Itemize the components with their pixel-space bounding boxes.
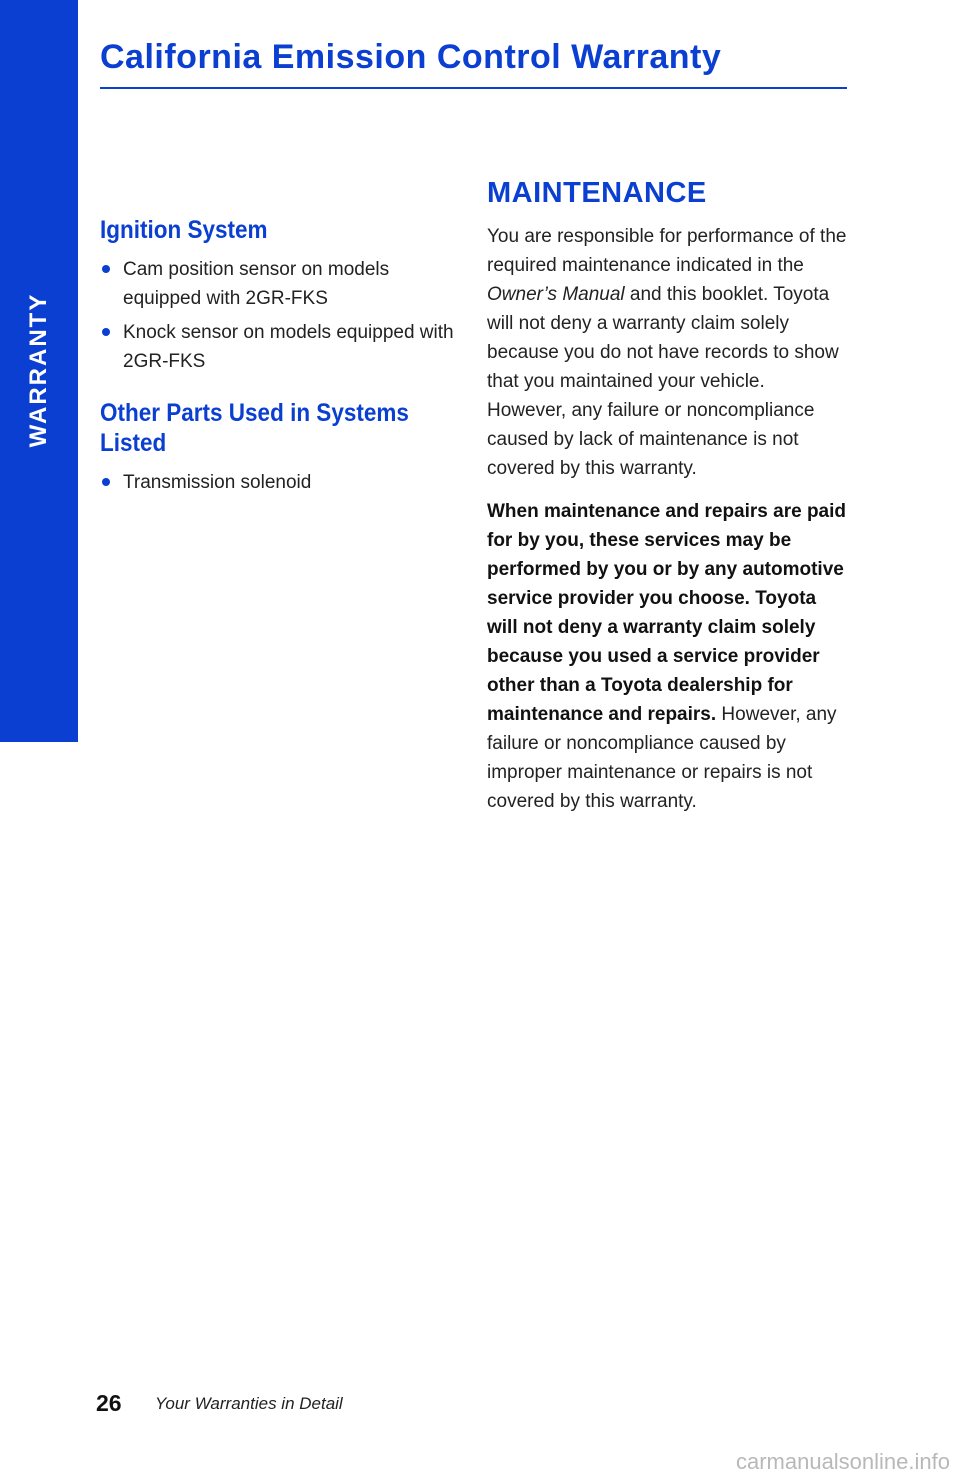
side-tab-label: WARRANTY: [25, 292, 52, 448]
list-item: [100, 468, 460, 497]
paragraph-text: and this booklet. Toyota will not deny a warranty claim solely because you do not have records to show that you maintained your vehicle. However, any failure or noncompliance caused by lack of maintenance is not covered by this warranty.: [487, 284, 839, 479]
list-item-text: Cam position sensor on models equipped with 2GR-FKS: [123, 259, 390, 309]
ignition-parts-list: [100, 255, 460, 376]
bullet-icon: [102, 265, 110, 273]
bullet-icon: [102, 478, 110, 486]
side-tab: [0, 0, 78, 742]
page-title: California Emission Control Warranty: [100, 38, 722, 76]
maintenance-paragraph-1: [487, 222, 847, 483]
left-column: [100, 215, 460, 519]
page-number: 26: [96, 1390, 122, 1416]
list-item-text: Knock sensor on models equipped with 2GR-FKS: [123, 322, 454, 372]
list-item: [100, 318, 460, 376]
bullet-icon: [102, 328, 110, 336]
maintenance-heading: MAINTENANCE: [487, 177, 707, 209]
list-item: [100, 255, 460, 313]
paragraph-bold-text: When maintenance and repairs are paid for by you, these services may be performed by you or by any automotive service provider you choose. Toyota will not deny a warranty claim solely because you used a service provider other than a Toyota dealership for maintenance and repairs.: [487, 501, 846, 725]
title-divider: [100, 87, 847, 89]
maintenance-paragraph-2: [487, 497, 847, 816]
paragraph-text: However, any failure or noncompliance caused by improper maintenance or repairs is not covered by this warranty.: [487, 704, 837, 812]
other-parts-list: [100, 468, 460, 497]
section-heading-other-parts: Other Parts Used in Systems Listed: [100, 399, 409, 457]
owners-manual-title: Owner’s Manual: [487, 284, 625, 305]
paragraph-text: You are responsible for performance of the required maintenance indicated in the: [487, 226, 847, 276]
section-heading-ignition: Ignition System: [100, 216, 268, 244]
list-item-text: Transmission solenoid: [123, 472, 312, 493]
right-column: [487, 176, 847, 830]
footer-caption: Your Warranties in Detail: [155, 1394, 343, 1413]
watermark: carmanualsonline.info: [735, 1449, 950, 1474]
